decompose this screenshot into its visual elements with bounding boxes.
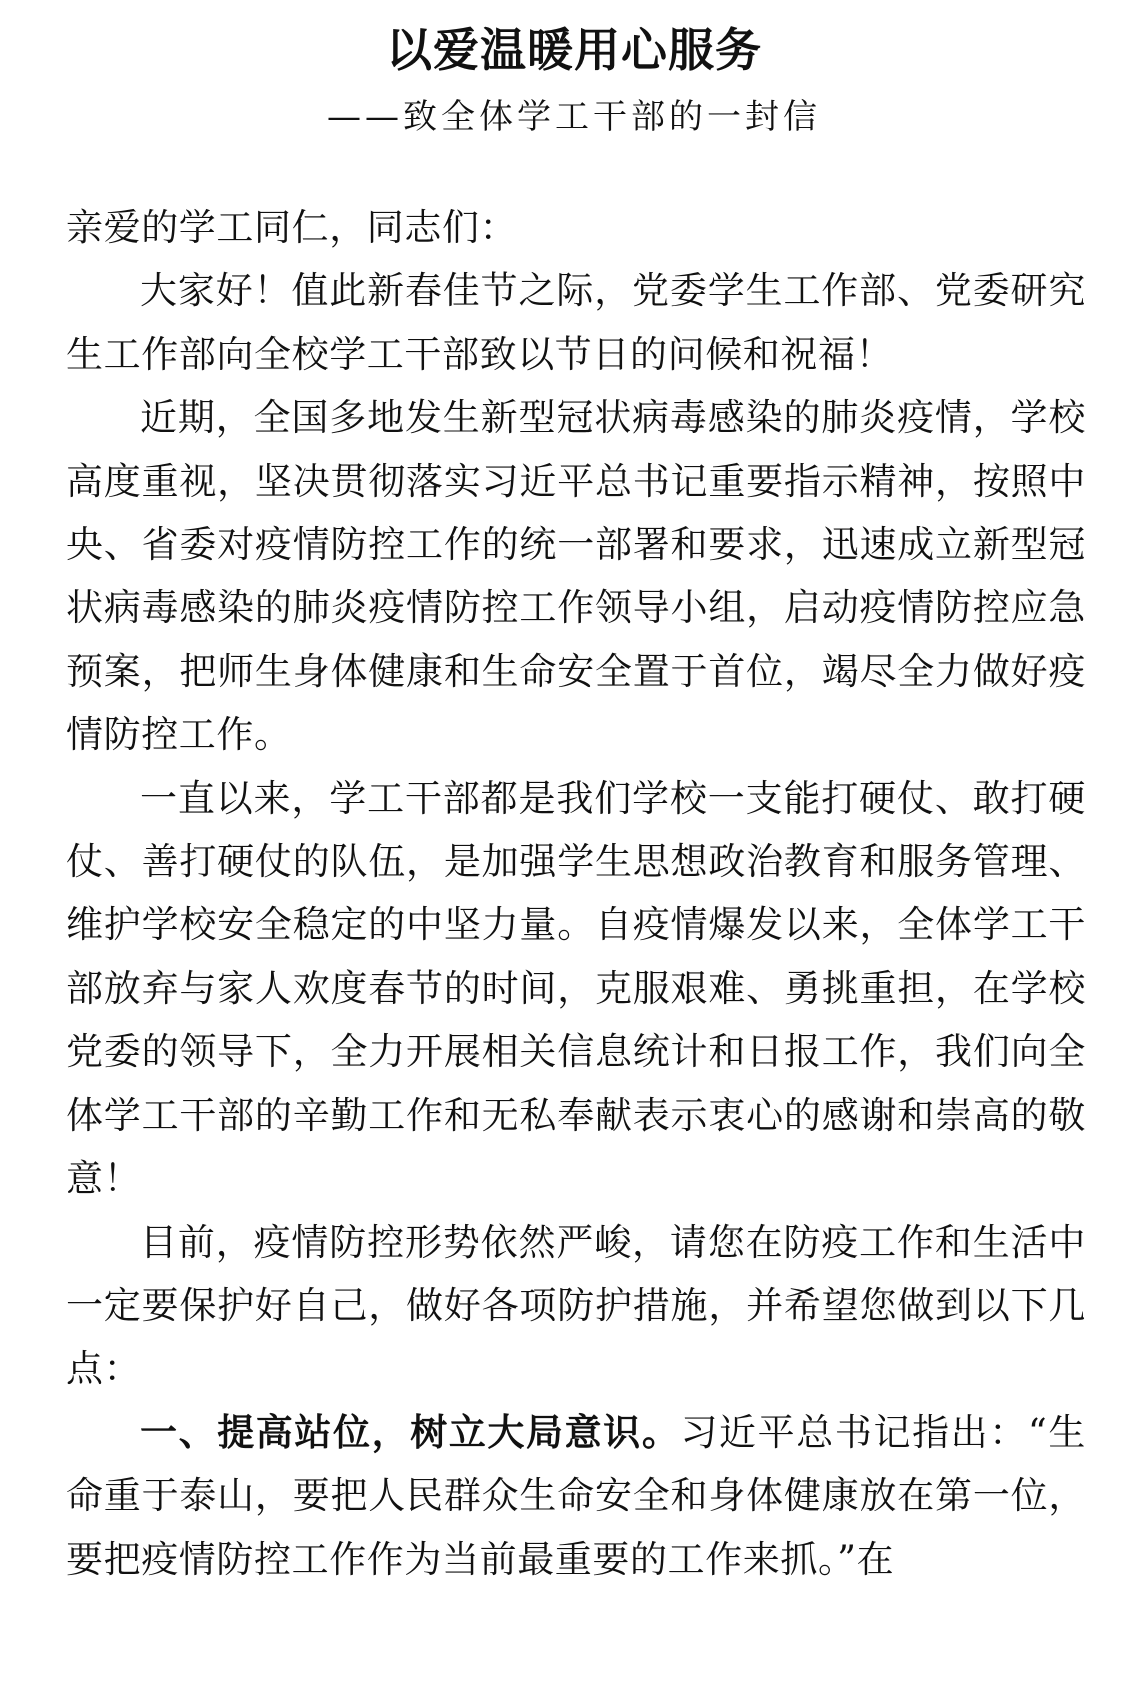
point-one-text: 习近平总书记指出：“生命重于泰山，要把人民群众生命安全和身体健康放在第一位，要把疫情防控工作作为当前最重要的工作来抓。”在 xyxy=(66,1410,1087,1581)
document-subtitle: ——致全体学工干部的一封信 xyxy=(327,97,821,137)
point-one xyxy=(66,1401,1086,1591)
letter-body xyxy=(66,196,1086,1591)
paragraph-requests: 目前，疫情防控形势依然严峻，请您在防疫工作和生活中一定要保护好自己，做好各项防护措施，并希望您做到以下几点： xyxy=(66,1220,1086,1391)
paragraph-greeting: 大家好！值此新春佳节之际，党委学生工作部、党委研究生工作部向全校学工干部致以节日的问候和祝福！ xyxy=(66,269,1086,376)
point-one-heading: 一、提高站位，树立大局意识。 xyxy=(140,1410,681,1454)
document-title: 以爱温暖用心服务 xyxy=(386,23,762,77)
paragraph-gratitude: 一直以来，学工干部都是我们学校一支能打硬仗、敢打硬仗、善打硬仗的队伍，是加强学生思想政治教育和服务管理、维护学校安全稳定的中坚力量。自疫情爆发以来，全体学工干部放弃与家人欢度春节的时间，克服艰难、勇挑重担，在学校党委的领导下，全力开展相关信息统计和日报工作，我们向全体学工干部的辛勤工作和无私奉献表示衷心的感谢和崇高的敬意！ xyxy=(66,776,1086,1201)
paragraph-epidemic: 近期，全国多地发生新型冠状病毒感染的肺炎疫情，学校高度重视，坚决贯彻落实习近平总书记重要指示精神，按照中央、省委对疫情防控工作的统一部署和要求，迅速成立新型冠状病毒感染的肺炎疫情防控工作领导小组，启动疫情防控应急预案，把师生身体健康和生命安全置于首位，竭尽全力做好疫情防控工作。 xyxy=(66,396,1086,757)
salutation: 亲爱的学工同仁，同志们： xyxy=(66,206,518,249)
